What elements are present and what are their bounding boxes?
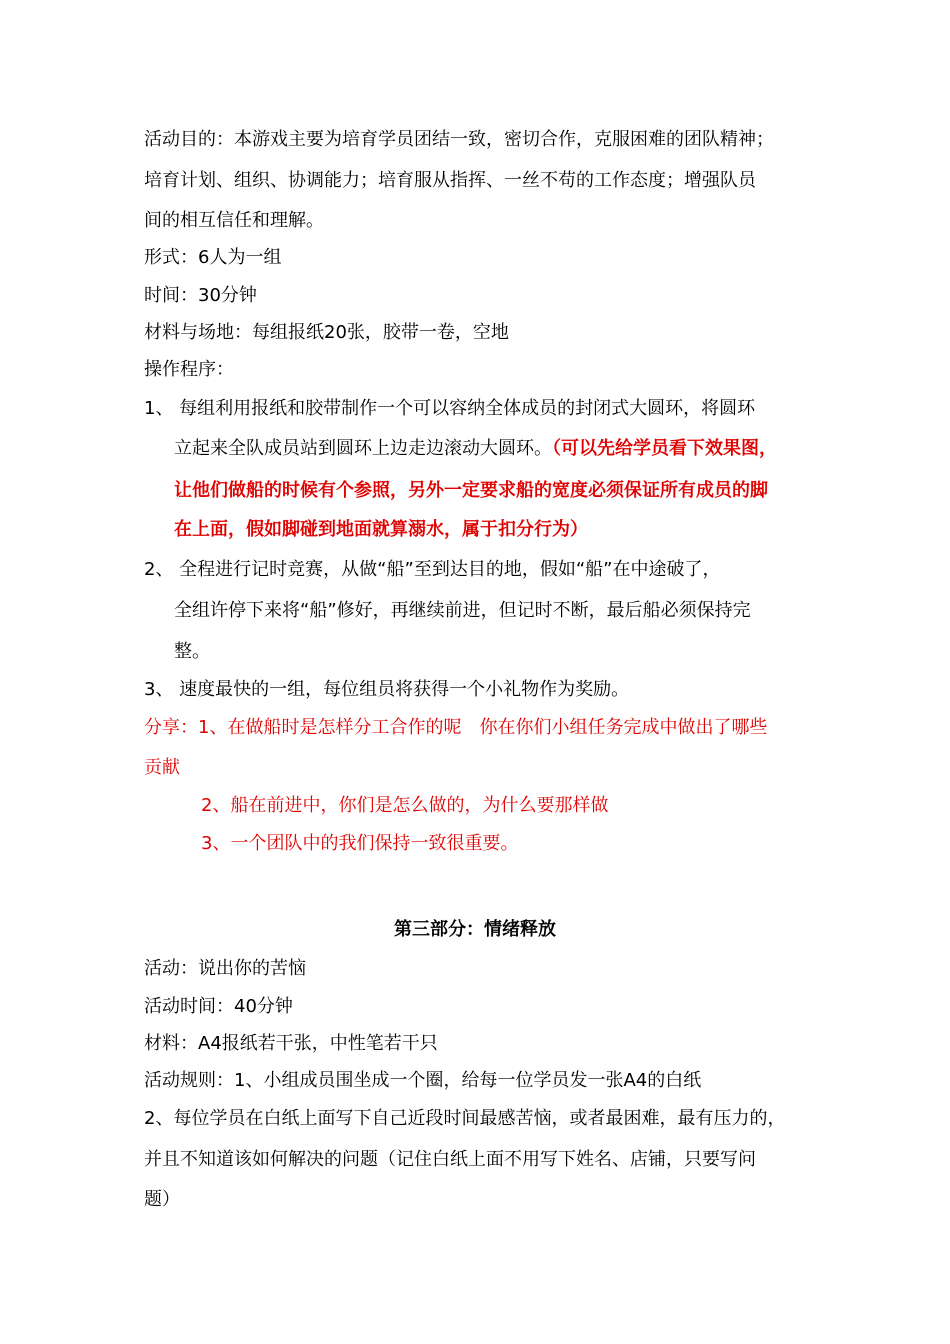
step1-line-2-text: 立起来全队成员站到圆环上边走边滚动大圆环。 — [174, 438, 552, 459]
purpose-line-2: 培育计划、组织、协调能力；培育服从指挥、一丝不苟的工作态度；增强队员 — [144, 170, 756, 191]
time-line: 时间：30分钟 — [144, 285, 257, 306]
step1-line-1: 1、 每组利用报纸和胶带制作一个可以容纳全体成员的封闭式大圆环，将圆环 — [144, 398, 756, 419]
rule2-line-2: 并且不知道该如何解决的问题（记住白纸上面不用写下姓名、店铺，只要写问 — [144, 1149, 756, 1170]
procedure-heading: 操作程序： — [144, 359, 234, 380]
materials-line: 材料与场地：每组报纸20张，胶带一卷，空地 — [144, 322, 509, 343]
purpose-line-1: 活动目的：本游戏主要为培育学员团结一致，密切合作，克服困难的团队精神； — [144, 129, 774, 150]
rule2-line-3: 题） — [144, 1189, 180, 1210]
materials-line-2: 材料：A4报纸若干张，中性笔若干只 — [144, 1033, 438, 1054]
step3-line: 3、 速度最快的一组，每位组员将获得一个小礼物作为奖励。 — [144, 679, 630, 700]
share-item-3: 3、一个团队中的我们保持一致很重要。 — [201, 833, 519, 854]
step1-note-start: （可以先给学员看下效果图， — [552, 438, 777, 459]
step1-note-line-1: 让他们做船的时候有个参照，另外一定要求船的宽度必须保证所有成员的脚 — [174, 480, 768, 501]
step2-line-1: 2、 全程进行记时竞赛，从做“船”至到达目的地，假如“船”在中途破了， — [144, 559, 721, 580]
share-item-2: 2、船在前进中，你们是怎么做的，为什么要那样做 — [201, 795, 609, 816]
purpose-line-3: 间的相互信任和理解。 — [144, 210, 324, 231]
rules-line: 活动规则：1、小组成员围坐成一个圈，给每一位学员发一张A4的白纸 — [144, 1070, 702, 1091]
activity-time-line: 活动时间：40分钟 — [144, 996, 293, 1017]
step2-line-3: 整。 — [174, 641, 210, 662]
share-line-2: 贡献 — [144, 757, 180, 778]
activity-line: 活动：说出你的苦恼 — [144, 958, 306, 979]
share-line-1: 分享：1、在做船时是怎样分工合作的呢 你在你们小组任务完成中做出了哪些 — [144, 717, 768, 738]
step1-note-line-2: 在上面，假如脚碰到地面就算溺水，属于扣分行为） — [174, 519, 588, 540]
step2-line-2: 全组许停下来将“船”修好，再继续前进，但记时不断，最后船必须保持完 — [174, 600, 751, 621]
form-line: 形式：6人为一组 — [144, 247, 282, 268]
step1-line-2 — [174, 438, 777, 460]
rule2-line-1: 2、每位学员在白纸上面写下自己近段时间最感苦恼，或者最困难，最有压力的， — [144, 1108, 786, 1129]
section-title: 第三部分：情绪释放 — [394, 919, 556, 940]
